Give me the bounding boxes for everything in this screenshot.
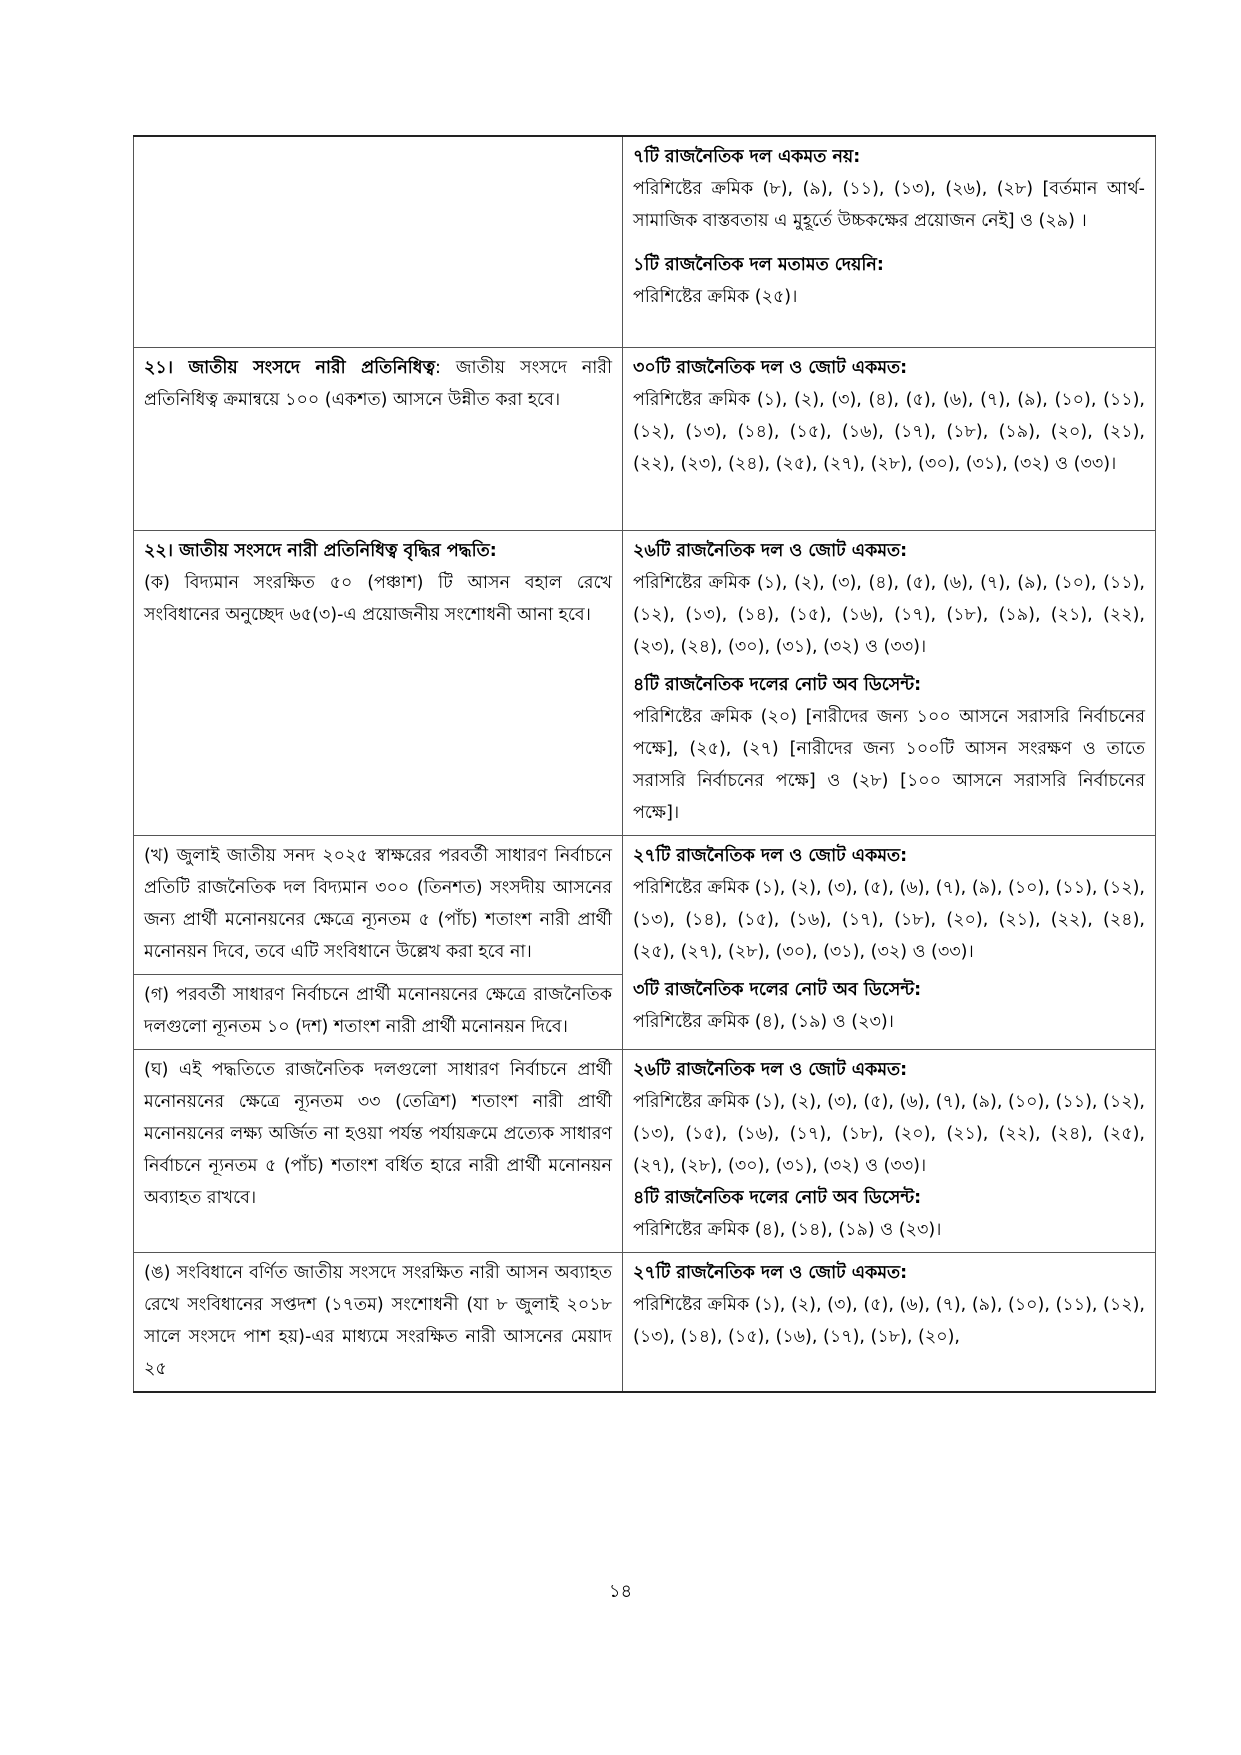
proposal-text: (ঙ) সংবিধানে বর্ণিত জাতীয় সংসদে সংরক্ষিত নারী আসন অব্যাহত রেখে সংবিধানের সপ্তদশ (১৭তম) সংশোধনী (যা ৮ জুলাই ২০১৮ সালে সংসদে পাশ হয়)-এর মাধ্যমে সংরক্ষিত নারী আসনের মেয়াদ ২৫: [144, 1263, 612, 1379]
proposal-heading: ২১। জাতীয় সংসদে নারী প্রতিনিধিত্ব: [144, 358, 436, 378]
opinion-text: পরিশিষ্টের ক্রমিক (১), (২), (৩), (৫), (৬), (৭), (৯), (১০), (১১), (১২), (১৩), (১৪), (১৫), (১৬), (১৭), (১৮), (২০), (২১), (২২), (২৪), (২৫), (২৭), (২৮), (৩০), (৩১), (৩২) ও (৩৩)।: [633, 878, 1145, 962]
table-row: [134, 136, 1156, 348]
opinion-cell: [623, 1253, 1156, 1393]
opinion-text: পরিশিষ্টের ক্রমিক (৮), (৯), (১১), (১৩), (২৬), (২৮) [বর্তমান আর্থ-সামাজিক বাস্তবতায় এ মুহূর্তে উচ্চকক্ষের প্রয়োজন নেই] ও (২৯) ।: [633, 179, 1145, 231]
page-number: ১৪: [608, 1581, 633, 1602]
opinion-label: ৩টি রাজনৈতিক দলের নোট অব ডিসেন্ট:: [633, 980, 922, 1000]
table-row: [134, 1253, 1156, 1393]
opinion-text: পরিশিষ্টের ক্রমিক (১), (২), (৩), (৪), (৫), (৬), (৭), (৯), (১০), (১১), (১২), (১৩), (১৪), (১৫), (১৬), (১৭), (১৮), (১৯), (২১), (২২), (২৩), (২৪), (৩০), (৩১), (৩২) ও (৩৩)।: [633, 573, 1145, 657]
proposal-cell-empty: [134, 136, 623, 348]
opinion-text: পরিশিষ্টের ক্রমিক (১), (২), (৩), (৫), (৬), (৭), (৯), (১০), (১১), (১২), (১৩), (১৫), (১৬), (১৭), (১৮), (২০), (২১), (২২), (২৪), (২৫), (২৭), (২৮), (৩০), (৩১), (৩২) ও (৩৩)।: [633, 1092, 1145, 1176]
table-row: [134, 836, 1156, 975]
opinion-text: পরিশিষ্টের ক্রমিক (৪), (১৪), (১৯) ও (২৩)।: [633, 1220, 942, 1240]
opinion-text: পরিশিষ্টের ক্রমিক (১), (২), (৩), (৪), (৫), (৬), (৭), (৯), (১০), (১১), (১২), (১৩), (১৪), (১৫), (১৬), (১৭), (১৮), (১৯), (২০), (২১), (২২), (২৩), (২৪), (২৫), (২৭), (২৮), (৩০), (৩১), (৩২) ও (৩৩)।: [633, 390, 1145, 474]
proposal-text: (গ) পরবর্তী সাধারণ নির্বাচনে প্রার্থী মনোনয়নের ক্ষেত্রে রাজনৈতিক দলগুলো ন্যূনতম ১০ (দশ) শতাংশ নারী প্রার্থী মনোনয়ন দিবে।: [144, 985, 612, 1037]
proposal-cell: [134, 348, 623, 531]
opinion-cell: [623, 1050, 1156, 1253]
table-row: [134, 531, 1156, 836]
table-row: [134, 1050, 1156, 1253]
proposal-text: (ঘ) এই পদ্ধতিতে রাজনৈতিক দলগুলো সাধারণ নির্বাচনে প্রার্থী মনোনয়নের ক্ষেত্রে ন্যূনতম ৩৩ (তেত্রিশ) শতাংশ নারী প্রার্থী মনোনয়নের লক্ষ্য অর্জিত না হওয়া পর্যন্ত পর্যায়ক্রমে প্রত্যেক সাধারণ নির্বাচনে ন্যূনতম ৫ (পাঁচ) শতাংশ বর্ধিত হারে নারী প্রার্থী মনোনয়ন অব্যাহত রাখবে।: [144, 1060, 612, 1208]
proposal-text: (খ) জুলাই জাতীয় সনদ ২০২৫ স্বাক্ষরের পরবর্তী সাধারণ নির্বাচনে প্রতিটি রাজনৈতিক দল বিদ্যমান ৩০০ (তিনশত) সংসদীয় আসনের জন্য প্রার্থী মনোনয়নের ক্ষেত্রে ন্যূনতম ৫ (পাঁচ) শতাংশ নারী প্রার্থী মনোনয়ন দিবে, তবে এটি সংবিধানে উল্লেখ করা হবে না।: [144, 846, 612, 962]
opinion-text: পরিশিষ্টের ক্রমিক (২০) [নারীদের জন্য ১০০ আসনে সরাসরি নির্বাচনের পক্ষে], (২৫), (২৭) [নারীদের জন্য ১০০টি আসন সংরক্ষণ ও তাতে সরাসরি নির্বাচনের পক্ষে] ও (২৮) [১০০ আসনে সরাসরি নির্বাচনের পক্ষে]।: [633, 707, 1145, 823]
proposal-cell: [134, 975, 623, 1050]
proposal-heading: ২২। জাতীয় সংসদে নারী প্রতিনিধিত্ব বৃদ্ধির পদ্ধতি:: [144, 541, 497, 561]
opinion-cell: [623, 348, 1156, 531]
proposal-cell: [134, 1050, 623, 1253]
opinion-text: পরিশিষ্টের ক্রমিক (২৫)।: [633, 287, 798, 307]
opinion-label: ২৭টি রাজনৈতিক দল ও জোট একমত:: [633, 1263, 908, 1283]
proposal-cell: [134, 1253, 623, 1393]
opinion-cell: [623, 136, 1156, 348]
opinion-label: ৪টি রাজনৈতিক দলের নোট অব ডিসেন্ট:: [633, 1188, 922, 1208]
opinion-label: ২৭টি রাজনৈতিক দল ও জোট একমত:: [633, 846, 908, 866]
consensus-table: [133, 135, 1156, 1393]
opinion-label: ২৬টি রাজনৈতিক দল ও জোট একমত:: [633, 1060, 908, 1080]
opinion-text: পরিশিষ্টের ক্রমিক (৪), (১৯) ও (২৩)।: [633, 1012, 894, 1032]
opinion-label: ৪টি রাজনৈতিক দলের নোট অব ডিসেন্ট:: [633, 675, 922, 695]
opinion-label: ৩০টি রাজনৈতিক দল ও জোট একমত:: [633, 358, 908, 378]
opinion-cell: [623, 836, 1156, 1050]
proposal-cell: [134, 531, 623, 836]
opinion-text: পরিশিষ্টের ক্রমিক (১), (২), (৩), (৫), (৬), (৭), (৯), (১০), (১১), (১২), (১৩), (১৪), (১৫), (১৬), (১৭), (১৮), (২০),: [633, 1295, 1145, 1347]
proposal-text: (ক) বিদ্যমান সংরক্ষিত ৫০ (পঞ্চাশ) টি আসন বহাল রেখে সংবিধানের অনুচ্ছেদ ৬৫(৩)-এ প্রয়োজনীয় সংশোধনী আনা হবে।: [144, 573, 612, 625]
opinion-label: ৭টি রাজনৈতিক দল একমত নয়:: [633, 147, 861, 167]
opinion-cell: [623, 531, 1156, 836]
proposal-cell: [134, 836, 623, 975]
opinion-label: ২৬টি রাজনৈতিক দল ও জোট একমত:: [633, 541, 908, 561]
opinion-label: ১টি রাজনৈতিক দল মতামত দেয়নি:: [633, 255, 884, 275]
table-row: [134, 348, 1156, 531]
proposal-text: : জাতীয় সংসদে নারী প্রতিনিধিত্ব ক্রমান্বয়ে ১০০ (একশত) আসনে উন্নীত করা হবে।: [144, 358, 612, 410]
